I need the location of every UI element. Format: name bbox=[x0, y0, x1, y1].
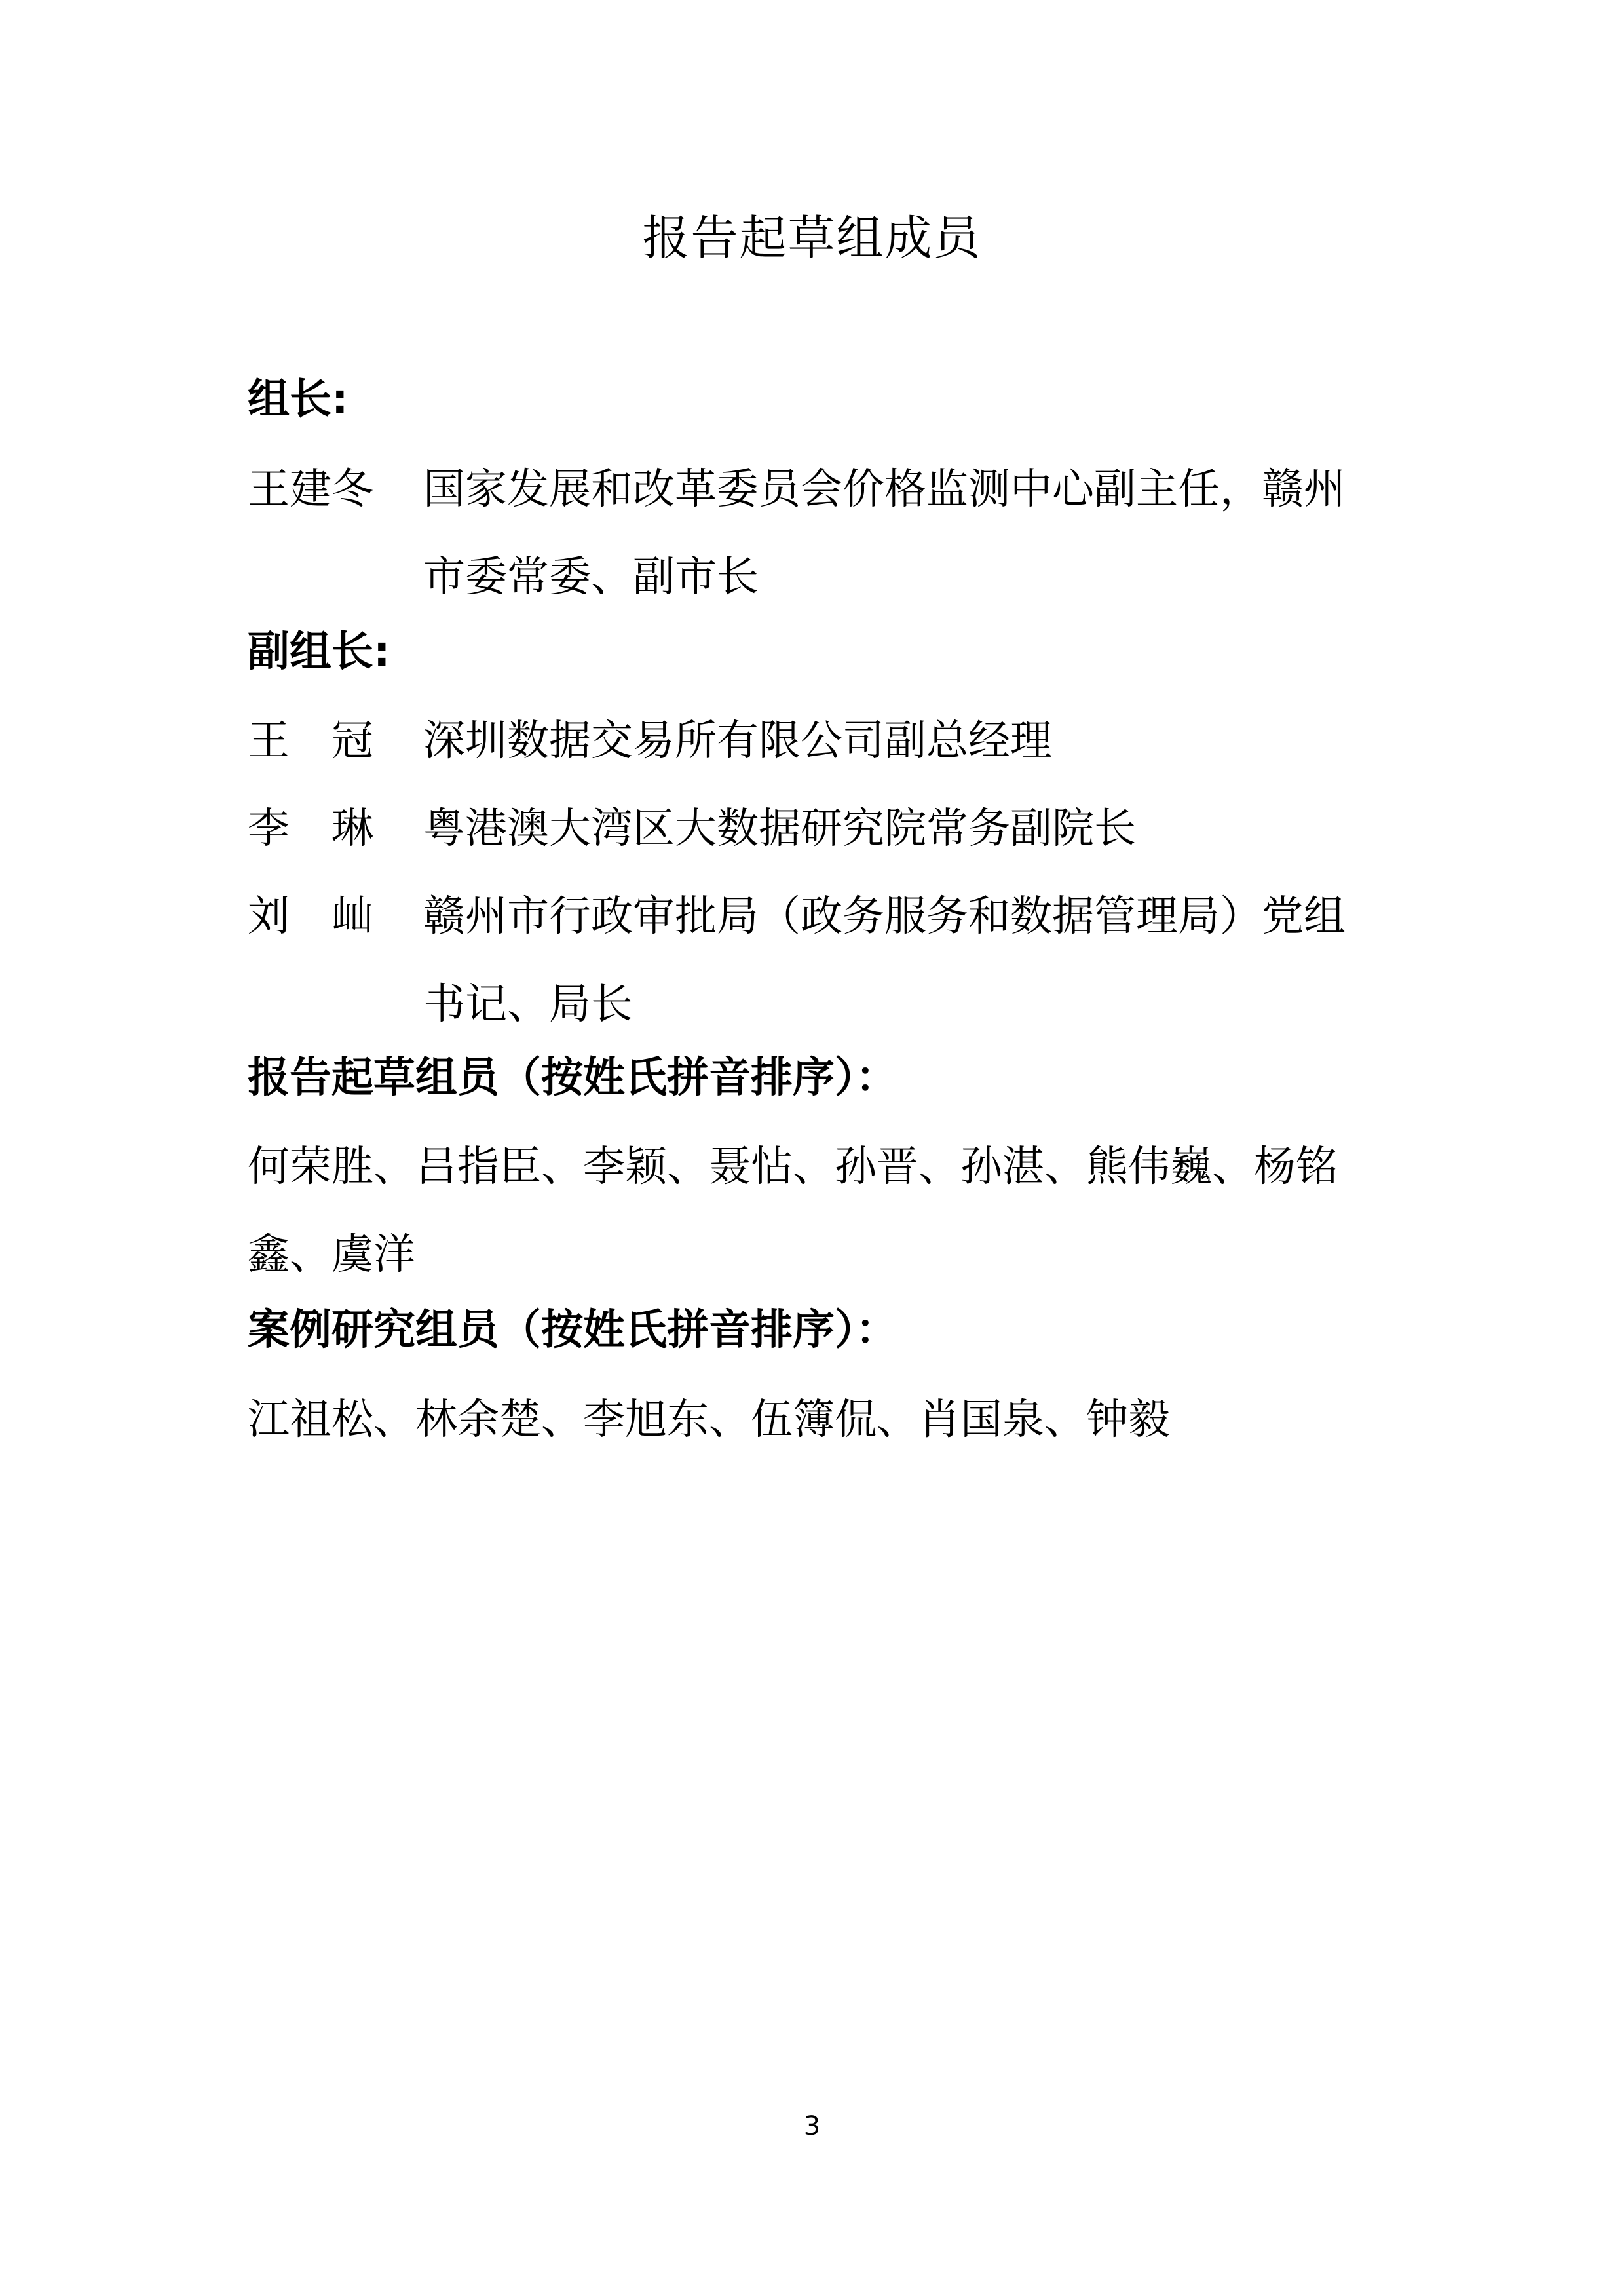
deputy-entry bbox=[248, 873, 1388, 1048]
drafting-members: 何荣胜、吕指臣、李颖、聂怗、孙晋、孙湛、熊伟巍、杨铭鑫、虞洋 bbox=[248, 1143, 1338, 1279]
page-number: 3 bbox=[803, 2111, 821, 2141]
deputy-name bbox=[248, 697, 418, 785]
deputy-heading: 副组长: bbox=[248, 628, 390, 676]
deputy-name bbox=[248, 785, 418, 873]
deputy-name-last: 屾 bbox=[331, 892, 373, 941]
deputy-name-first: 王 bbox=[248, 717, 290, 765]
deputy-name-last: 冠 bbox=[331, 717, 373, 765]
deputy-position: 赣州市行政审批局（政务服务和数据管理局）党组书记、局长 bbox=[423, 892, 1346, 1029]
page-title: 报告起草组成员 bbox=[642, 210, 982, 265]
deputy-position: 深圳数据交易所有限公司副总经理 bbox=[423, 717, 1052, 765]
leader-name: 王建冬 bbox=[248, 465, 373, 514]
leader-position: 国家发展和改革委员会价格监测中心副主任，赣州市委常委、副市长 bbox=[423, 465, 1346, 602]
deputy-name-last: 琳 bbox=[331, 805, 373, 853]
deputy-entry bbox=[248, 697, 1388, 785]
leader-entry bbox=[248, 446, 1388, 621]
deputy-name-first: 刘 bbox=[248, 892, 290, 941]
leader-heading: 组长: bbox=[248, 375, 349, 424]
deputy-position: 粤港澳大湾区大数据研究院常务副院长 bbox=[423, 805, 1136, 853]
drafting-heading: 报告起草组员（按姓氏拼音排序）： bbox=[248, 1054, 897, 1102]
case-heading: 案例研究组员（按姓氏拼音排序）： bbox=[248, 1306, 897, 1354]
deputy-name-first: 李 bbox=[248, 805, 290, 853]
case-members: 江祖松、林余楚、李旭东、伍簿侃、肖国泉、钟毅 bbox=[248, 1396, 1170, 1444]
deputy-entry bbox=[248, 785, 1388, 873]
deputy-name bbox=[248, 873, 418, 961]
